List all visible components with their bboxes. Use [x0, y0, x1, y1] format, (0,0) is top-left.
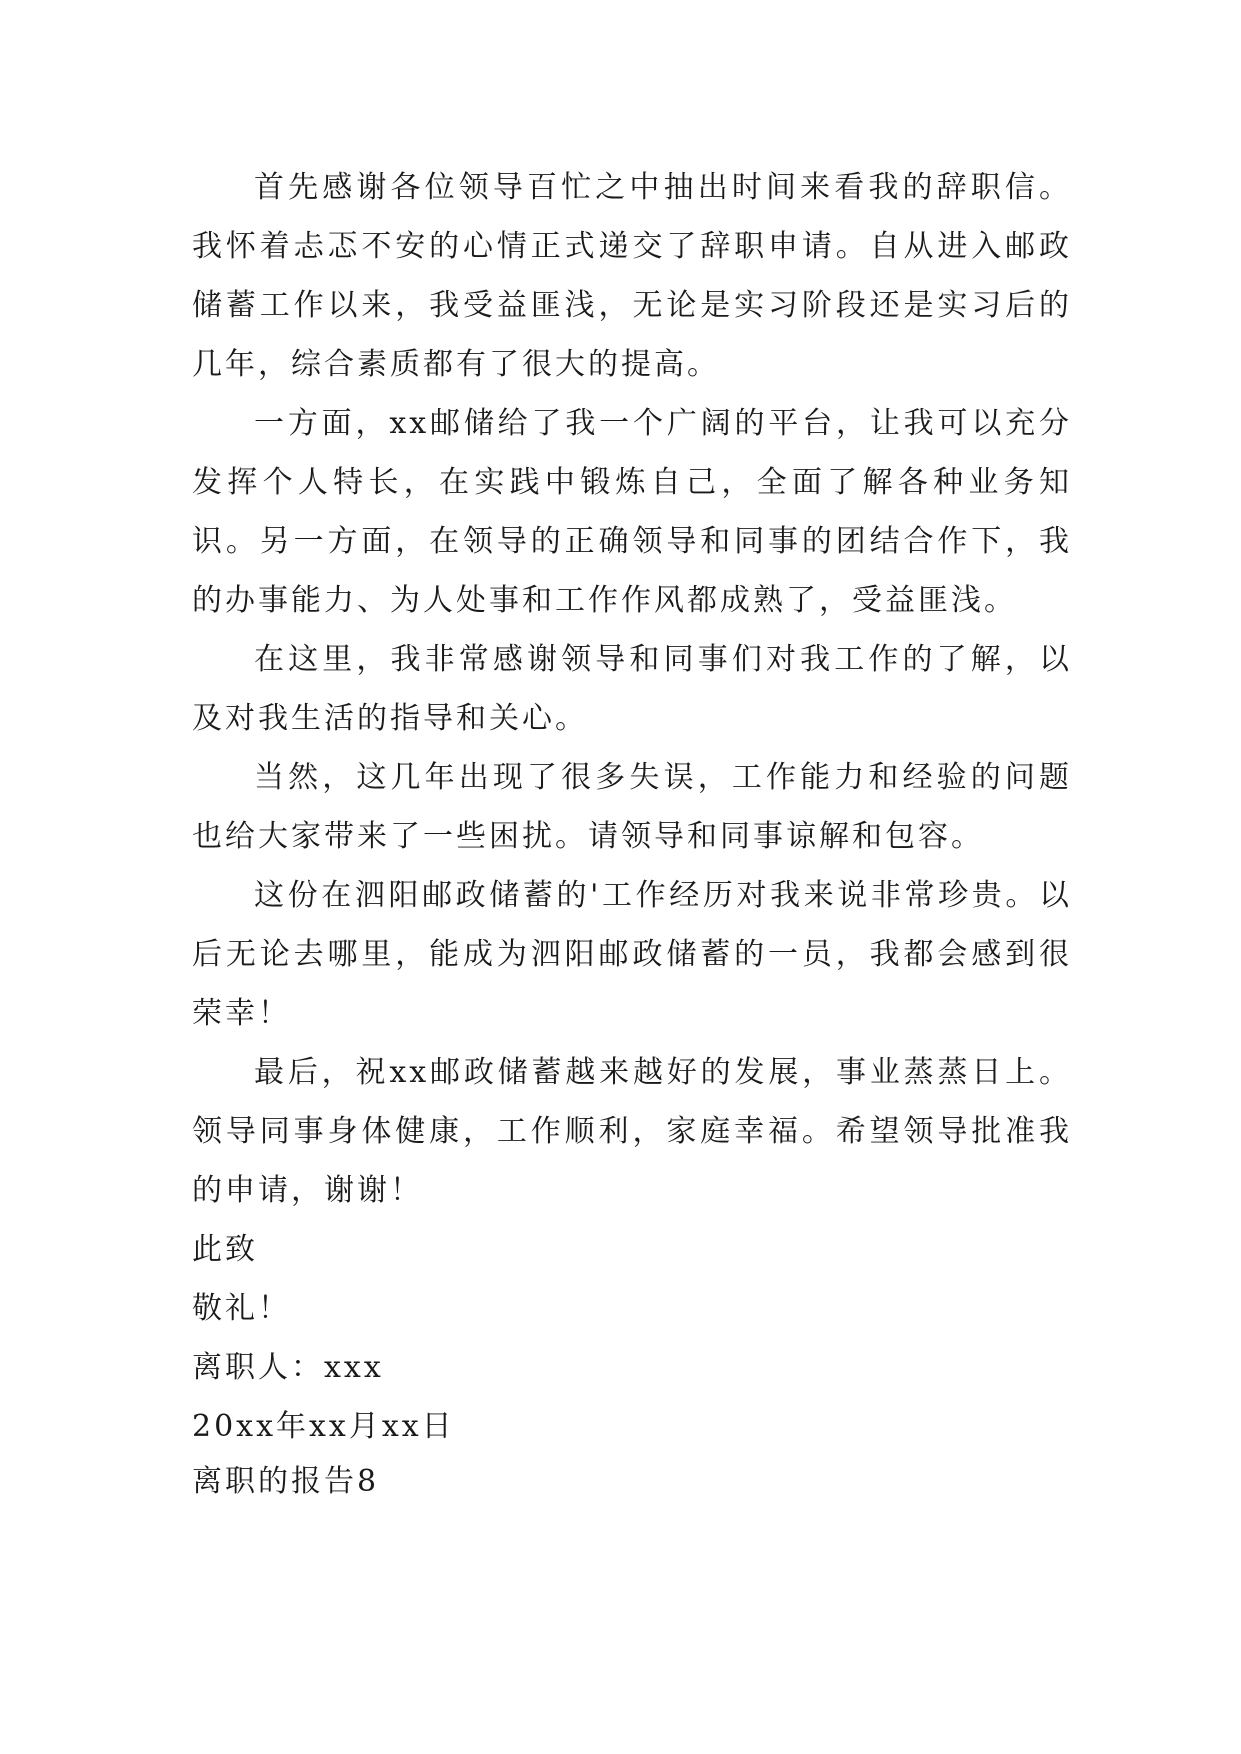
closing-salutation: 此致 — [192, 1232, 258, 1267]
paragraph-gratitude: 在这里，我非常感谢领导和同事们对我工作的了解，以及对我生活的指导和关心。 — [192, 642, 1072, 736]
signer-line: 离职人：xxx — [192, 1350, 384, 1385]
paragraph-apology: 当然，这几年出现了很多失误，工作能力和经验的问题也给大家带来了一些困扰。请领导和同事谅解和包容。 — [192, 760, 1072, 854]
paragraph-thanks: 首先感谢各位领导百忙之中抽出时间来看我的辞职信。我怀着忐忑不安的心情正式递交了辞职申请。自从进入邮政储蓄工作以来，我受益匪浅，无论是实习阶段还是实习后的几年，综合素质都有了很大的提高。 — [192, 170, 1072, 382]
paragraph-experience: 这份在泗阳邮政储蓄的'工作经历对我来说非常珍贵。以后无论去哪里，能成为泗阳邮政储蓄的一员，我都会感到很荣幸！ — [192, 878, 1072, 1031]
date-line: 20xx年xx月xx日 — [192, 1409, 455, 1444]
letter-body — [192, 158, 1072, 1456]
paragraph-wishes: 最后，祝xx邮政储蓄越来越好的发展，事业蒸蒸日上。领导同事身体健康，工作顺利，家庭幸福。希望领导批准我的申请，谢谢！ — [192, 1055, 1072, 1208]
section-heading: 离职的报告8 — [192, 1464, 380, 1499]
closing-respect: 敬礼！ — [192, 1291, 291, 1326]
paragraph-platform: 一方面，xx邮储给了我一个广阔的平台，让我可以充分发挥个人特长，在实践中锻炼自己，全面了解各种业务知识。另一方面，在领导的正确领导和同事的团结合作下，我的办事能力、为人处事和工作作风都成熟了，受益匪浅。 — [192, 406, 1072, 618]
